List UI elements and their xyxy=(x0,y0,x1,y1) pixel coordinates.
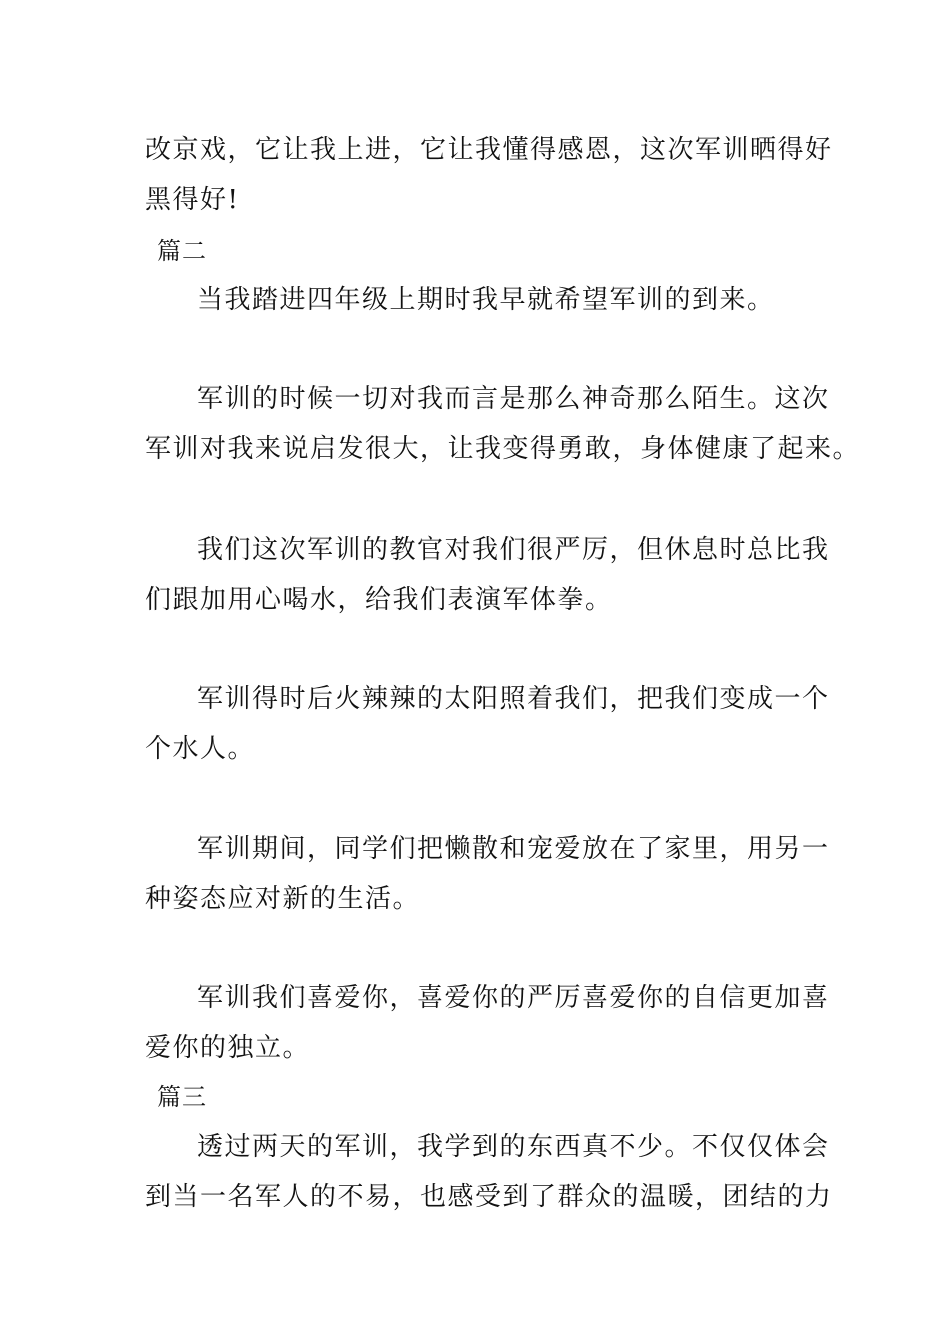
paragraph-line: 军训的时候一切对我而言是那么神奇那么陌生。这次 xyxy=(197,384,830,414)
paragraph-line: 个水人。 xyxy=(145,734,256,764)
section-heading: 篇三 xyxy=(157,1083,207,1111)
paragraph-line: 我们这次军训的教官对我们很严厉，但休息时总比我 xyxy=(197,535,830,565)
paragraph-line: 军训对我来说启发很大，让我变得勇敢，身体健康了起来。 xyxy=(145,434,861,464)
paragraph-line: 军训我们喜爱你，喜爱你的严厉喜爱你的自信更加喜 xyxy=(197,983,830,1013)
paragraph-line: 黑得好! xyxy=(145,185,240,215)
paragraph-line: 到当一名军人的不易，也感受到了群众的温暖，团结的力 xyxy=(145,1182,833,1212)
paragraph-line: 军训期间，同学们把懒散和宠爱放在了家里，用另一 xyxy=(197,834,830,864)
paragraph-line: 军训得时后火辣辣的太阳照着我们，把我们变成一个 xyxy=(197,684,830,714)
paragraph-line: 改京戏，它让我上进，它让我懂得感恩，这次军训晒得好 xyxy=(145,135,833,165)
paragraph-line: 当我踏进四年级上期时我早就希望军训的到来。 xyxy=(197,285,775,315)
paragraph-line: 们跟加用心喝水，给我们表演军体拳。 xyxy=(145,585,613,615)
paragraph-line: 种姿态应对新的生活。 xyxy=(145,884,421,914)
section-heading: 篇二 xyxy=(157,237,207,265)
paragraph-line: 爱你的独立。 xyxy=(145,1033,311,1063)
paragraph-line: 透过两天的军训，我学到的东西真不少。不仅仅体会 xyxy=(197,1132,830,1162)
